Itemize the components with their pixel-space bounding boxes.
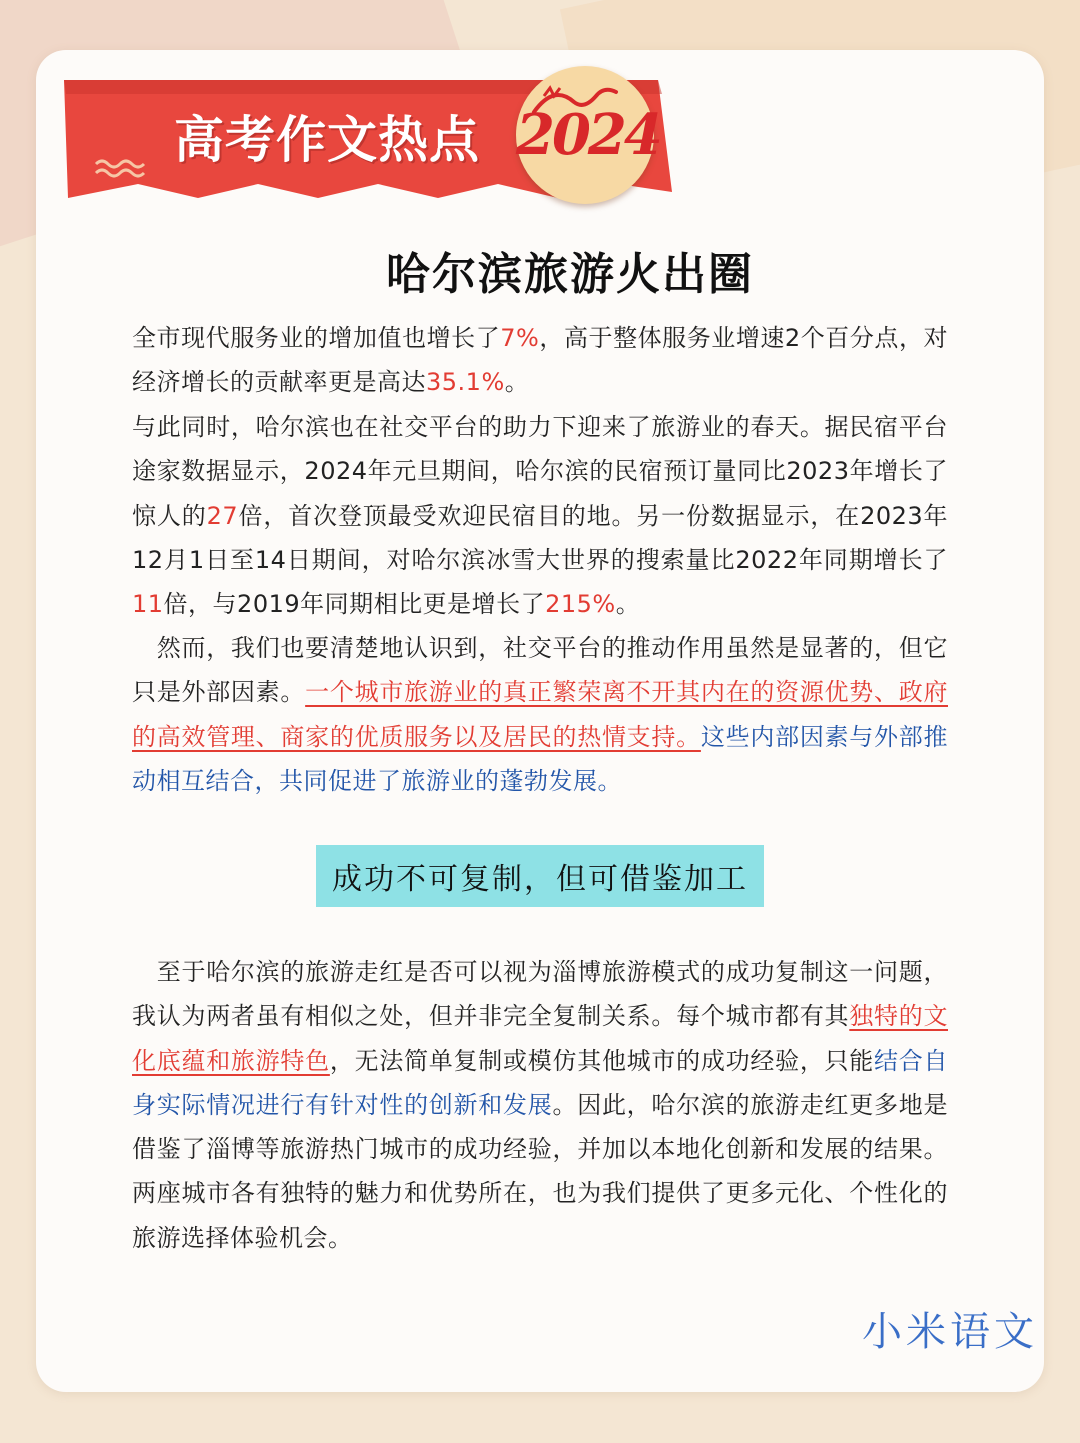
text: 倍，首次登顶最受欢迎民宿目的地。另一份数据显示，在2023年12月1日至14日期间，对哈尔滨冰雪大世界的搜索量比2022年同期增长了 [132,501,949,574]
highlight-blue: 这些内部因素与外部推动相互结合，共同促进了旅游业的蓬勃发展。 [132,722,948,795]
year-badge [516,66,660,204]
author-signature: 小米语文 [862,1309,1038,1355]
text: 全市现代服务业的增加值也增长了 [132,324,501,352]
highlight-red-underlined: 一个城市旅游业的真正繁荣离不开其内在的资源优势、政府的高效管理、商家的优质服务以及居民的热情支持。 [132,678,948,751]
highlight-red-underlined: 独特的文化底蕴和旅游特色 [132,1002,948,1075]
highlight-value: 27 [206,501,239,530]
text: 然而，我们也要清楚地认识到，社交平台的推动作用虽然是显著的，但它只是外部因素。 [132,634,948,707]
article-title: 哈尔滨旅游火出圈 [386,249,754,300]
highlight-value: 11 [132,590,164,619]
text: 与此同时，哈尔滨也在社交平台的助力下迎来了旅游业的春天。据民宿平台途家数据显示，2024年元旦期间，哈尔滨的民宿预订量同比2023年增长了惊人的 [132,413,948,530]
paragraph-1 [132,316,948,405]
text: ，高于整体服务业增速2个百分点，对经济增长的贡献率更是高达 [132,324,948,397]
paragraph-4 [132,950,948,1260]
highlight-value: 35.1% [426,368,505,397]
highlight-blue: 结合自身实际情况进行有针对性的创新和发展 [132,1046,948,1119]
text: ，无法简单复制或模仿其他城市的成功经验，只能 [329,1046,875,1075]
section-title: 成功不可复制，但可借鉴加工 [332,862,748,897]
text: 倍，与2019年同期相比更是增长了 [163,590,546,619]
highlight-value: 7% [500,324,540,352]
text: 。因此，哈尔滨的旅游走红更多地是借鉴了淄博等旅游热门城市的成功经验，并加以本地化创新和发展的结果。两座城市各有独特的魅力和优势所在，也为我们提供了更多元化、个性化的旅游选择体验机会。 [132,1090,948,1252]
text: 。 [504,368,530,397]
text: 。 [615,590,641,619]
paragraph-3 [132,626,948,803]
text: 至于哈尔滨的旅游走红是否可以视为淄博旅游模式的成功复制这一问题，我认为两者虽有相似之处，但并非完全复制关系。每个城市都有其 [132,958,948,1031]
year-badge-text: 2024 [516,102,660,168]
highlight-value: 215% [545,590,616,619]
section-heading-box [316,845,764,907]
paragraph-2 [132,405,948,626]
banner-title: 高考作文热点 [174,111,480,169]
